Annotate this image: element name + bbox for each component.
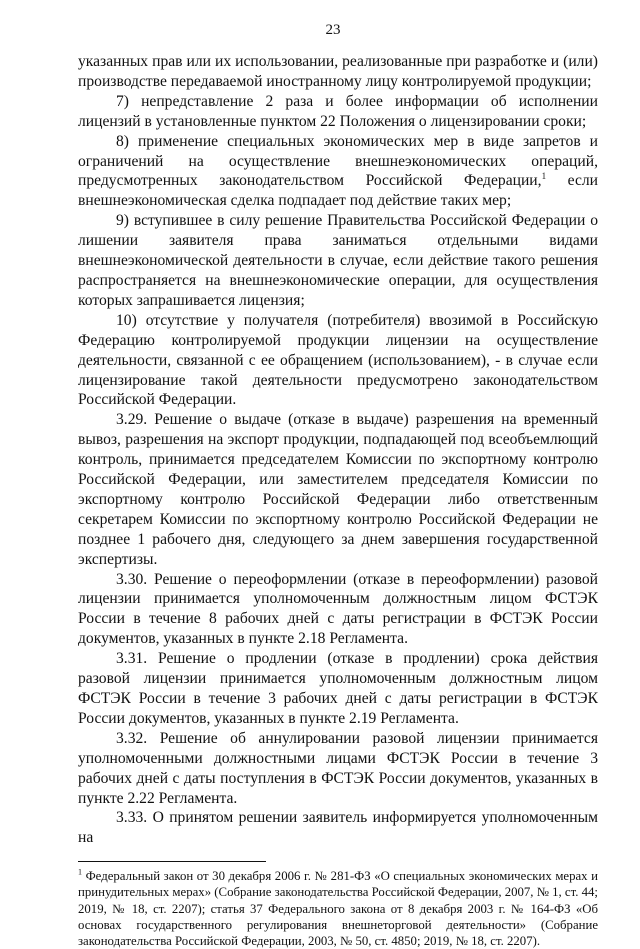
page-number: 23 <box>325 22 341 38</box>
paragraph-item-9: 9) вступившее в силу решение Правительства Российской Федерации о лишении заявителя права заниматься отдельными видами внешнеэкономической деятельности в случае, если действие такого решения распространяется на внешнеэкономические операции, для осуществления которых запрашивается лицензия; <box>78 212 598 309</box>
paragraph-item-8-text: 8) применение специальных экономических мер в виде запретов и ограничений на осуществление внешнеэкономических операций, предусмотренных законодательством Российской Федерации, <box>78 132 598 190</box>
paragraph-item-8-tail: если внешнеэкономическая сделка подпадает под действие таких мер; <box>78 172 598 210</box>
footnote <box>78 868 598 949</box>
paragraph-continuation: указанных прав или их использовании, реализованные при разработке и (или) производстве передаваемой иностранному лицу контролируемой продукции; <box>78 53 598 90</box>
paragraph-3-33: 3.33. О принятом решении заявитель информируется уполномоченным на <box>78 809 598 847</box>
paragraph-3-30: 3.30. Решение о переоформлении (отказе в переоформлении) разовой лицензии принимается уполномоченным должностным лицом ФСТЭК России в течение 8 рабочих дней с даты регистрации в ФСТЭК России документов, указанных в пункте 2.18 Регламента. <box>78 570 598 648</box>
body-text <box>78 52 598 848</box>
paragraph-item-10: 10) отсутствие у получателя (потребителя) ввозимой в Российскую Федерацию контролируемой продукции лицензии на осуществление деятельности, связанной с ее обращением (использованием), - в случае если лицензирование такой деятельности предусмотрено законодательством Российской Федерации. <box>78 311 598 409</box>
paragraph-item-8 <box>78 132 598 212</box>
footnote-divider <box>78 861 266 862</box>
paragraph-3-31: 3.31. Решение о продлении (отказе в продлении) срока действия разовой лицензии принимается уполномоченным должностным лицом ФСТЭК России в течение 3 рабочих дней с даты регистрации в ФСТЭК России документов, указанных в пункте 2.19 Регламента. <box>78 650 598 727</box>
footnote-text: Федеральный закон от 30 декабря 2006 г. № 281-ФЗ «О специальных экономических мерах и принудительных мерах» (Собрание законодательства Российской Федерации, 2007, № 1, ст. 44; 2019, № 18, ст. 2207); статья 37 Федерального закона от 8 декабря 2003 г. № 164-ФЗ «Об основах государственного регулирования внешнеторговой деятельности» (Собрание законодательства Российской Федерации, 2003, № 50, ст. 4850; 2019, № 18, ст. 2207). <box>78 869 598 949</box>
footnote-mark: 1 <box>78 867 82 877</box>
paragraph-item-7: 7) непредставление 2 раза и более информации об исполнении лицензий в установленные пунктом 22 Положения о лицензировании сроки; <box>78 92 598 130</box>
footnote-reference: 1 <box>541 171 547 182</box>
paragraph-3-29: 3.29. Решение о выдаче (отказе в выдаче) разрешения на временный вывоз, разрешения на экспорт продукции, подпадающей под всеобъемлющий контроль, принимается председателем Комиссии по экспортному контролю Российской Федерации, или заместителем председателя Комиссии по экспортному контролю Российской Федерации либо ответственным секретарем Комиссии по экспортному контролю Российской Федерации не позднее 1 рабочего дня, следующего за днем завершения государственной экспертизы. <box>78 411 598 568</box>
paragraph-3-32: 3.32. Решение об аннулировании разовой лицензии принимается уполномоченными должностными лицами ФСТЭК России в течение 3 рабочих дней с даты поступления в ФСТЭК России документов, указанных в пункте 2.22 Регламента. <box>78 729 598 807</box>
